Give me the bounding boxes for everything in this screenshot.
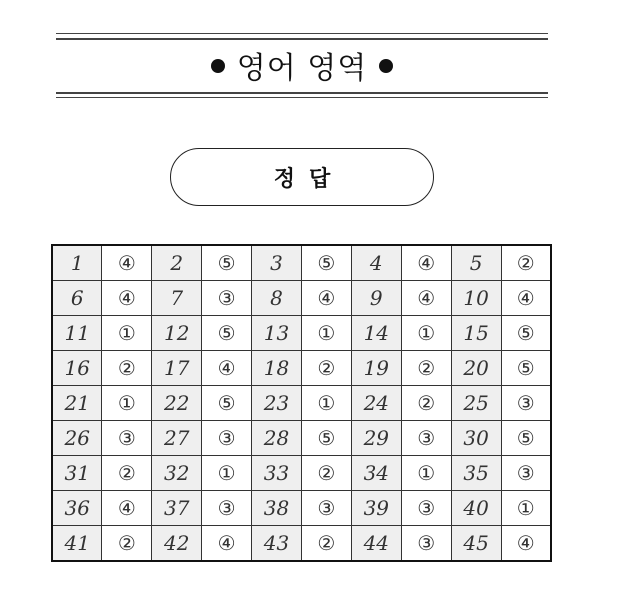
question-number: 10 [451, 281, 501, 316]
answer-choice: ③ [501, 456, 551, 491]
top-rule-thin [56, 33, 548, 34]
answer-choice: ⑤ [301, 421, 351, 456]
answer-choice: ① [501, 491, 551, 526]
answer-choice: ⑤ [202, 386, 252, 421]
table-row [52, 245, 551, 281]
answer-choice: ③ [501, 386, 551, 421]
question-number: 15 [451, 316, 501, 351]
answer-table-body [52, 245, 551, 561]
question-number: 29 [351, 421, 401, 456]
question-number: 4 [351, 245, 401, 281]
answer-choice: ④ [102, 245, 152, 281]
question-number: 6 [52, 281, 102, 316]
question-number: 30 [451, 421, 501, 456]
question-number: 33 [252, 456, 302, 491]
answer-choice: ① [301, 316, 351, 351]
question-number: 31 [52, 456, 102, 491]
bullet-icon [211, 59, 225, 73]
question-number: 1 [52, 245, 102, 281]
answer-choice: ① [102, 316, 152, 351]
question-number: 42 [152, 526, 202, 562]
answer-choice: ④ [102, 491, 152, 526]
answer-choice: ② [401, 386, 451, 421]
question-number: 37 [152, 491, 202, 526]
question-number: 23 [252, 386, 302, 421]
section-title [56, 40, 548, 90]
answer-choice: ③ [401, 491, 451, 526]
question-number: 41 [52, 526, 102, 562]
question-number: 5 [451, 245, 501, 281]
question-number: 39 [351, 491, 401, 526]
answer-choice: ① [401, 456, 451, 491]
table-row [52, 526, 551, 562]
table-row [52, 351, 551, 386]
answer-heading-box [170, 148, 434, 206]
question-number: 20 [451, 351, 501, 386]
answer-choice: ⑤ [301, 245, 351, 281]
answer-choice: ④ [102, 281, 152, 316]
question-number: 44 [351, 526, 401, 562]
question-number: 43 [252, 526, 302, 562]
answer-choice: ② [501, 245, 551, 281]
answer-choice: ② [102, 456, 152, 491]
answer-choice: ④ [401, 281, 451, 316]
answer-choice: ② [301, 456, 351, 491]
answer-choice: ④ [301, 281, 351, 316]
answer-choice: ④ [501, 281, 551, 316]
question-number: 7 [152, 281, 202, 316]
question-number: 27 [152, 421, 202, 456]
question-number: 21 [52, 386, 102, 421]
table-row [52, 316, 551, 351]
answer-choice: ④ [401, 245, 451, 281]
table-row [52, 456, 551, 491]
answer-choice: ⑤ [501, 421, 551, 456]
answer-choice: ③ [401, 526, 451, 562]
question-number: 38 [252, 491, 302, 526]
answer-table [51, 244, 552, 562]
question-number: 9 [351, 281, 401, 316]
answer-choice: ⑤ [501, 316, 551, 351]
answer-choice: ⑤ [501, 351, 551, 386]
question-number: 16 [52, 351, 102, 386]
question-number: 34 [351, 456, 401, 491]
answer-choice: ④ [202, 351, 252, 386]
answer-choice: ① [202, 456, 252, 491]
answer-choice: ③ [401, 421, 451, 456]
answer-choice: ④ [202, 526, 252, 562]
question-number: 32 [152, 456, 202, 491]
question-number: 2 [152, 245, 202, 281]
answer-choice: ③ [202, 491, 252, 526]
answer-choice: ② [102, 526, 152, 562]
question-number: 14 [351, 316, 401, 351]
bottom-rule-thick [56, 92, 548, 94]
table-row [52, 281, 551, 316]
question-number: 11 [52, 316, 102, 351]
table-row [52, 386, 551, 421]
bullet-icon [379, 59, 393, 73]
question-number: 17 [152, 351, 202, 386]
question-number: 12 [152, 316, 202, 351]
answer-choice: ① [301, 386, 351, 421]
question-number: 22 [152, 386, 202, 421]
bottom-rule-thin [56, 97, 548, 98]
answer-choice: ① [102, 386, 152, 421]
question-number: 18 [252, 351, 302, 386]
question-number: 36 [52, 491, 102, 526]
answer-choice: ③ [202, 281, 252, 316]
answer-choice: ⑤ [202, 245, 252, 281]
section-title-text: 영어 영역 [236, 51, 368, 86]
answer-choice: ② [401, 351, 451, 386]
answer-choice: ① [401, 316, 451, 351]
question-number: 13 [252, 316, 302, 351]
question-number: 24 [351, 386, 401, 421]
answer-choice: ② [102, 351, 152, 386]
question-number: 26 [52, 421, 102, 456]
answer-heading: 정답 [273, 166, 345, 192]
question-number: 28 [252, 421, 302, 456]
question-number: 8 [252, 281, 302, 316]
answer-choice: ② [301, 351, 351, 386]
answer-choice: ④ [501, 526, 551, 562]
table-row [52, 421, 551, 456]
answer-choice: ③ [202, 421, 252, 456]
question-number: 45 [451, 526, 501, 562]
answer-choice: ⑤ [202, 316, 252, 351]
question-number: 19 [351, 351, 401, 386]
question-number: 3 [252, 245, 302, 281]
question-number: 35 [451, 456, 501, 491]
question-number: 40 [451, 491, 501, 526]
table-row [52, 491, 551, 526]
answer-choice: ③ [102, 421, 152, 456]
question-number: 25 [451, 386, 501, 421]
answer-choice: ③ [301, 491, 351, 526]
answer-choice: ② [301, 526, 351, 562]
